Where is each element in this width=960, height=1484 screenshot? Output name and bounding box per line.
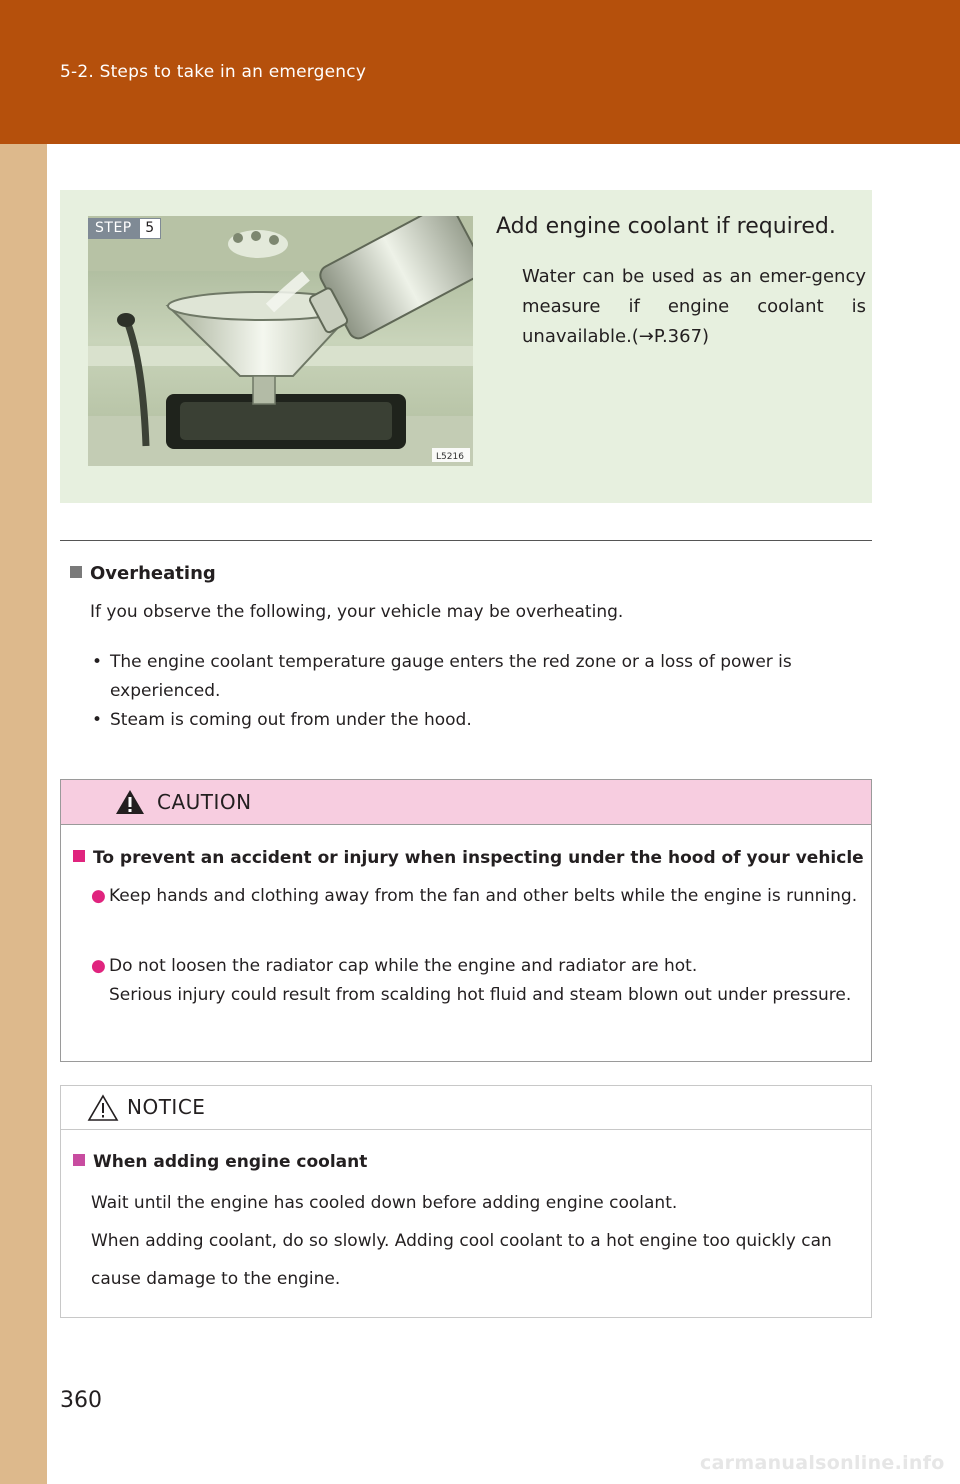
coolant-illustration (88, 216, 473, 466)
notice-box (60, 1085, 872, 1318)
section-divider (60, 540, 872, 541)
step-panel (60, 190, 872, 503)
side-tab-strip (0, 144, 47, 1484)
warning-triangle-icon (115, 789, 145, 815)
caution-subtitle (73, 848, 864, 868)
notice-triangle-icon (87, 1094, 119, 1122)
notice-body (91, 1184, 866, 1298)
caution-item-1 (91, 882, 863, 911)
notice-line-1: Wait until the engine has cooled down before adding engine coolant. (91, 1193, 678, 1213)
caution-box (60, 779, 872, 1062)
step-heading: Add engine coolant if required. (496, 214, 836, 239)
notice-subtitle (73, 1152, 367, 1172)
caution-square-icon (73, 850, 85, 862)
bullet-dot-icon: ● (91, 956, 106, 976)
coolant-funnel-image (88, 216, 473, 466)
caution-item-1-text: Keep hands and clothing away from the fan and other belts while the engine is running. (109, 886, 858, 906)
overheating-title: Overheating (90, 563, 216, 584)
notice-line-2: When adding coolant, do so slowly. Adding cool coolant to a hot engine too quickly can cause damage to the engine. (91, 1231, 832, 1289)
notice-square-icon (73, 1154, 85, 1166)
caution-title: CAUTION (157, 790, 252, 814)
caution-item-2 (91, 952, 863, 1010)
step-badge (88, 218, 161, 239)
overheating-bullet-2: Steam is coming out from under the hood. (110, 710, 472, 730)
notice-subtitle-text: When adding engine coolant (93, 1152, 368, 1172)
caution-item-2-text: Do not loosen the radiator cap while the engine and radiator are hot. (109, 956, 698, 976)
list-item: • The engine coolant temperature gauge enters the red zone or a loss of power is experienced. (92, 652, 792, 701)
list-item: • Steam is coming out from under the hood. (92, 710, 472, 730)
page-number: 360 (60, 1388, 102, 1413)
bullet-dot-icon: ● (91, 886, 106, 906)
notice-header (61, 1086, 871, 1130)
step-body: Water can be used as an emer-gency measure if engine coolant is unavailable.(→P.367) (522, 266, 866, 347)
caution-item-2-detail: Serious injury could result from scalding hot fluid and steam blown out under pressure. (109, 985, 852, 1005)
page-header (0, 0, 960, 144)
watermark-url: carmanualsonline.info (700, 1452, 945, 1474)
overheating-bullet-1: The engine coolant temperature gauge enters the red zone or a loss of power is experienced. (110, 652, 792, 701)
section-title: 5-2. Steps to take in an emergency (60, 62, 367, 82)
caution-header (61, 780, 871, 825)
figure-code: L5216 (436, 452, 464, 462)
caution-subtitle-text: To prevent an accident or injury when inspecting under the hood of your vehicle (93, 848, 864, 868)
overheating-list (90, 648, 860, 735)
overheating-intro: If you observe the following, your vehicle may be overheating. (90, 602, 624, 622)
step-badge-number: 5 (139, 218, 161, 239)
step-badge-label: STEP (88, 218, 139, 239)
notice-title: NOTICE (127, 1095, 206, 1119)
section-square-icon (70, 566, 82, 578)
overheating-heading (70, 563, 216, 584)
